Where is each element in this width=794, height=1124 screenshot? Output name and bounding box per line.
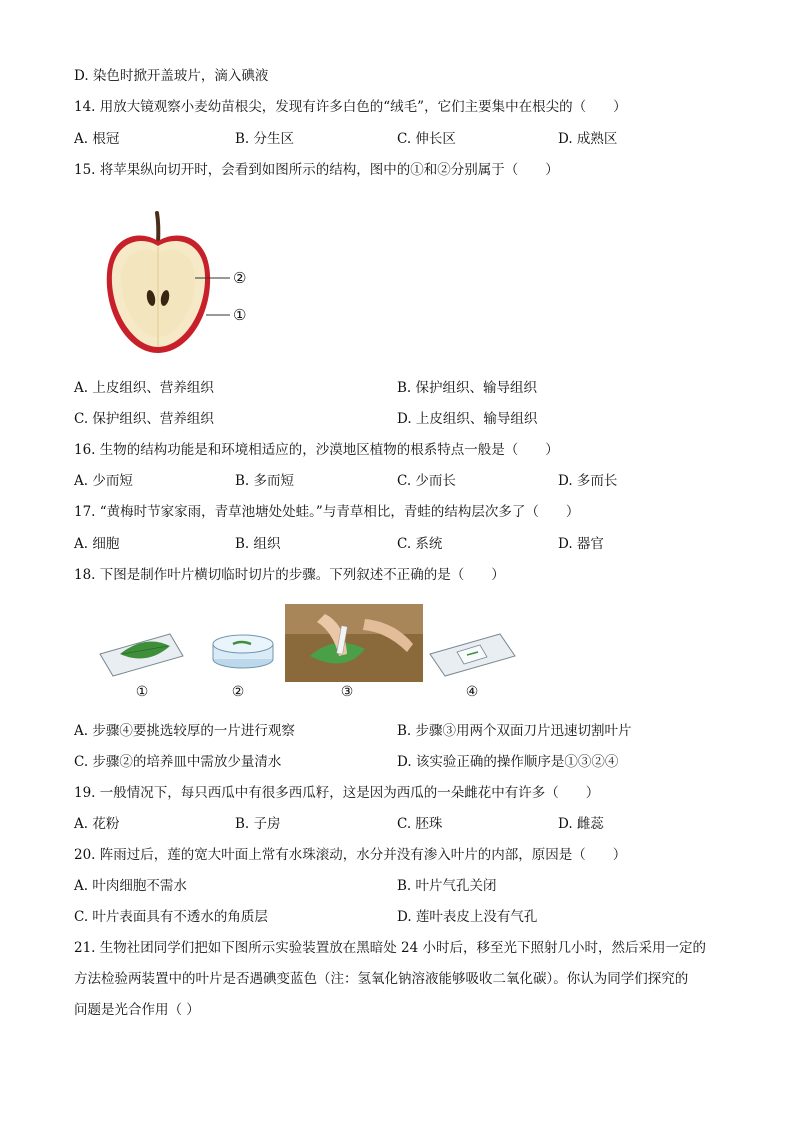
q14-option-a: A. 根冠 (74, 131, 120, 147)
step-label-2: ② (231, 684, 245, 700)
q19-option-d: D. 雌蕊 (558, 816, 604, 832)
q16-option-d: D. 多而长 (558, 473, 618, 489)
step-2-petri-dish (213, 635, 273, 668)
q21-line-2: 方法检验两装置中的叶片是否遇碘变蓝色（注：氢氧化钠溶液能够吸收二氧化碳）。你认为同学们探究的 (74, 971, 689, 987)
step-3-cutting-photo (285, 604, 423, 682)
q14-option-d: D. 成熟区 (558, 131, 618, 147)
q16-option-b: B. 多而短 (235, 473, 295, 489)
q17-option-b: B. 组织 (235, 536, 281, 552)
q15-stem: 15. 将苹果纵向切开时，会看到如图所示的结构，图中的①和②分别属于（ ） (74, 162, 559, 178)
q17-option-a: A. 细胞 (74, 536, 120, 552)
step-4-slide-cover (430, 634, 515, 676)
q19-option-b: B. 子房 (235, 816, 281, 832)
apple-label-1: ① (233, 306, 247, 324)
apple-label-2: ② (233, 269, 247, 287)
q20-option-d: D. 莲叶表皮上没有气孔 (397, 909, 538, 925)
apple-cross-section-figure (100, 205, 270, 365)
q19-option-c: C. 胚珠 (397, 816, 443, 832)
q14-option-c: C. 伸长区 (397, 131, 456, 147)
step-label-1: ① (135, 684, 149, 700)
q20-option-b: B. 叶片气孔关闭 (397, 878, 497, 894)
q19-option-a: A. 花粉 (74, 816, 120, 832)
q15-option-b: B. 保护组织、输导组织 (397, 380, 538, 396)
q18-option-d: D. 该实验正确的操作顺序是①③②④ (397, 754, 619, 770)
q14-option-b: B. 分生区 (235, 131, 295, 147)
q21-line-3: 问题是光合作用（ ） (74, 1002, 200, 1018)
steps-illustration (95, 604, 525, 684)
q18-option-a: A. 步骤④要挑选较厚的一片进行观察 (74, 723, 295, 739)
q19-stem: 19. 一般情况下，每只西瓜中有很多西瓜籽，这是因为西瓜的一朵雌花中有许多（ ） (74, 785, 600, 801)
step-1-slide-leaf (100, 634, 183, 676)
q20-option-c: C. 叶片表面具有不透水的角质层 (74, 909, 268, 925)
q15-option-d: D. 上皮组织、输导组织 (397, 411, 538, 427)
q18-option-c: C. 步骤②的培养皿中需放少量清水 (74, 754, 282, 770)
q15-option-c: C. 保护组织、营养组织 (74, 411, 214, 427)
q16-option-a: A. 少而短 (74, 473, 133, 489)
q13-option-d: D. 染色时掀开盖玻片，滴入碘液 (74, 68, 269, 84)
step-label-4: ④ (465, 684, 479, 700)
q14-stem: 14. 用放大镜观察小麦幼苗根尖，发现有许多白色的“绒毛”，它们主要集中在根尖的（ ） (74, 99, 627, 115)
leaf-slice-steps-figure (95, 604, 525, 704)
q16-option-c: C. 少而长 (397, 473, 456, 489)
q17-stem: 17. “黄梅时节家家雨，青草池塘处处蛙。”与青草相比，青蛙的结构层次多了（ ） (74, 504, 580, 520)
q17-option-d: D. 器官 (558, 536, 604, 552)
q16-stem: 16. 生物的结构功能是和环境相适应的，沙漠地区植物的根系特点一般是（ ） (74, 442, 559, 458)
step-label-3: ③ (340, 684, 354, 700)
q20-option-a: A. 叶肉细胞不需水 (74, 878, 187, 894)
q18-option-b: B. 步骤③用两个双面刀片迅速切割叶片 (397, 723, 632, 739)
q20-stem: 20. 阵雨过后，莲的宽大叶面上常有水珠滚动，水分并没有渗入叶片的内部，原因是（ ） (74, 847, 627, 863)
q18-stem: 18. 下图是制作叶片横切临时切片的步骤。下列叙述不正确的是（ ） (74, 567, 505, 583)
q17-option-c: C. 系统 (397, 536, 443, 552)
q15-option-a: A. 上皮组织、营养组织 (74, 380, 214, 396)
q21-line-1: 21. 生物社团同学们把如下图所示实验装置放在黑暗处 24 小时后，移至光下照射几小时，然后采用一定的 (74, 940, 707, 956)
